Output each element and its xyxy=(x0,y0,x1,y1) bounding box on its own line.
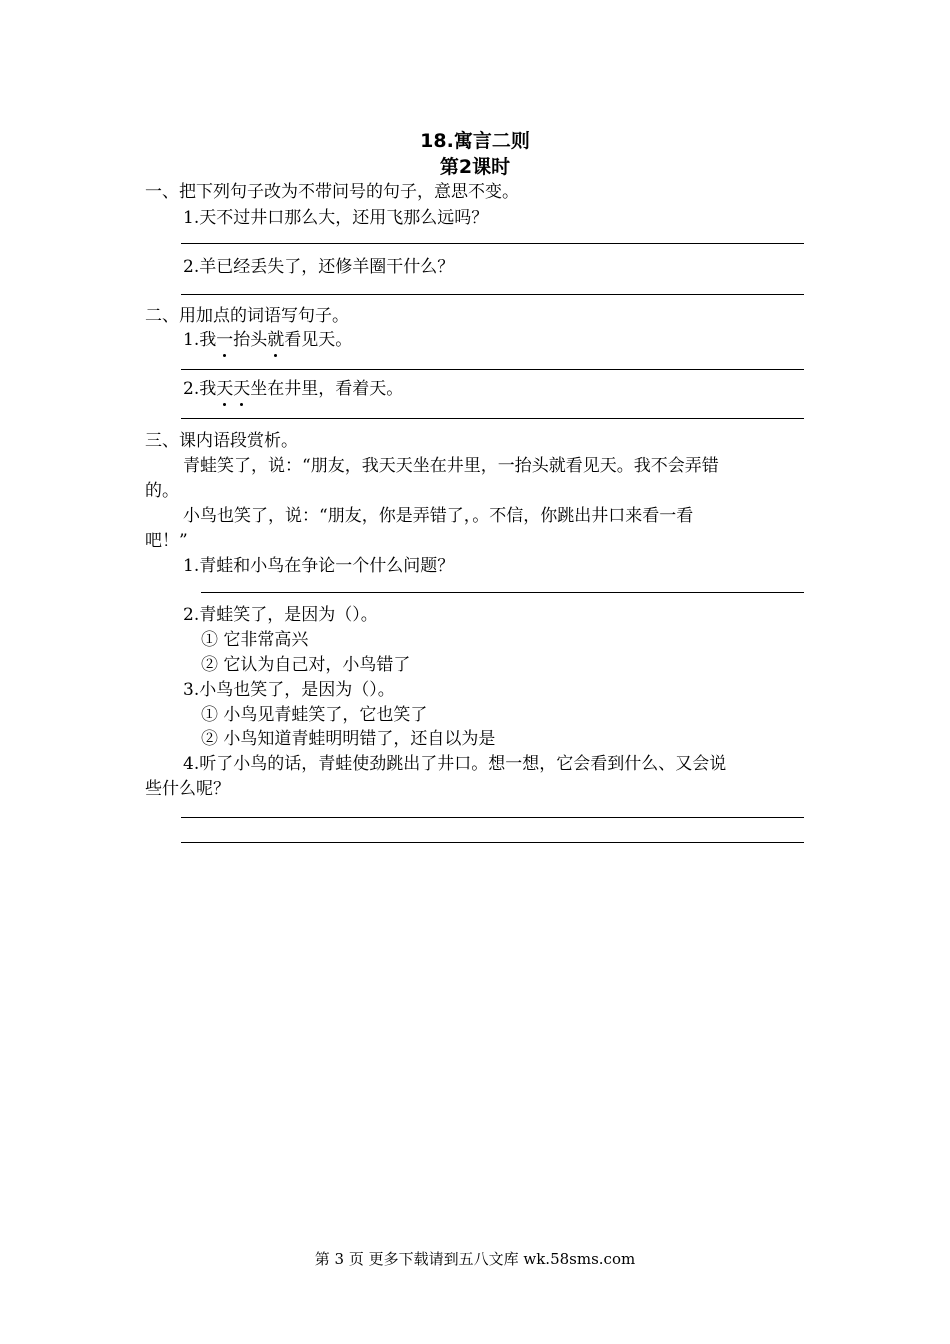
question-2-option-2: ② 它认为自己对，小鸟错了 xyxy=(201,655,411,675)
answer-line xyxy=(181,243,804,244)
section1-question-1: 1.天不过井口那么大，还用飞那么远吗？ xyxy=(183,208,489,228)
question-3-option-1: ① 小鸟见青蛙笑了，它也笑了 xyxy=(201,705,428,725)
page-title: 18.寓言二则 xyxy=(420,130,530,152)
passage-paragraph-2-line-1: 小鸟也笑了，说：“朋友，你是弄错了，。不信，你跳出井口来看一看 xyxy=(183,506,694,526)
question-3-option-2: ② 小鸟知道青蛙明明错了，还自以为是 xyxy=(201,729,496,749)
dotted-word: 天 xyxy=(233,374,250,399)
page-subtitle: 第2课时 xyxy=(439,156,511,178)
answer-line xyxy=(201,592,804,593)
dotted-word: 天 xyxy=(216,374,233,399)
sentence-text: 2.我 xyxy=(183,379,217,399)
question-2-option-1: ① 它非常高兴 xyxy=(201,630,309,650)
passage-paragraph-1-line-1: 青蛙笑了，说：“朋友，我天天坐在井里，一抬头就看见天。我不会弄错 xyxy=(183,456,719,476)
section3-question-1: 1.青蛙和小鸟在争论一个什么问题？ xyxy=(183,556,455,576)
answer-line xyxy=(181,369,804,370)
section3-question-4-line-1: 4.听了小鸟的话，青蛙使劲跳出了井口。想一想，它会看到什么、又会说 xyxy=(183,754,727,774)
sentence-text: 抬头 xyxy=(233,330,268,350)
section1-heading: 一、把下列句子改为不带问号的句子，意思不变。 xyxy=(145,182,519,202)
section3-question-3: 3.小鸟也笑了，是因为（）。 xyxy=(183,680,395,700)
section3-question-4-line-2: 些什么呢？ xyxy=(145,779,230,799)
sentence-text: 看见天。 xyxy=(284,330,353,350)
section2-question-2 xyxy=(183,374,403,399)
answer-line xyxy=(181,294,804,295)
answer-line xyxy=(181,418,804,419)
section2-heading: 二、用加点的词语写句子。 xyxy=(145,306,349,326)
section2-question-1 xyxy=(183,325,352,350)
passage-paragraph-2-line-2: 吧！” xyxy=(145,531,188,551)
section3-question-2: 2.青蛙笑了，是因为（）。 xyxy=(183,605,378,625)
sentence-text: 坐在井里，看着天。 xyxy=(250,379,404,399)
answer-line xyxy=(181,817,804,818)
dotted-word: 就 xyxy=(267,325,284,350)
section3-heading: 三、课内语段赏析。 xyxy=(145,431,298,451)
passage-paragraph-1-line-2: 的。 xyxy=(145,481,179,501)
dotted-word: 一 xyxy=(216,325,233,350)
sentence-text: 1.我 xyxy=(183,330,217,350)
answer-line xyxy=(181,842,804,843)
section1-question-2: 2.羊已经丢失了，还修羊圈干什么？ xyxy=(183,257,455,277)
page-footer: 第 3 页 更多下载请到五八文库 wk.58sms.com xyxy=(314,1250,636,1268)
